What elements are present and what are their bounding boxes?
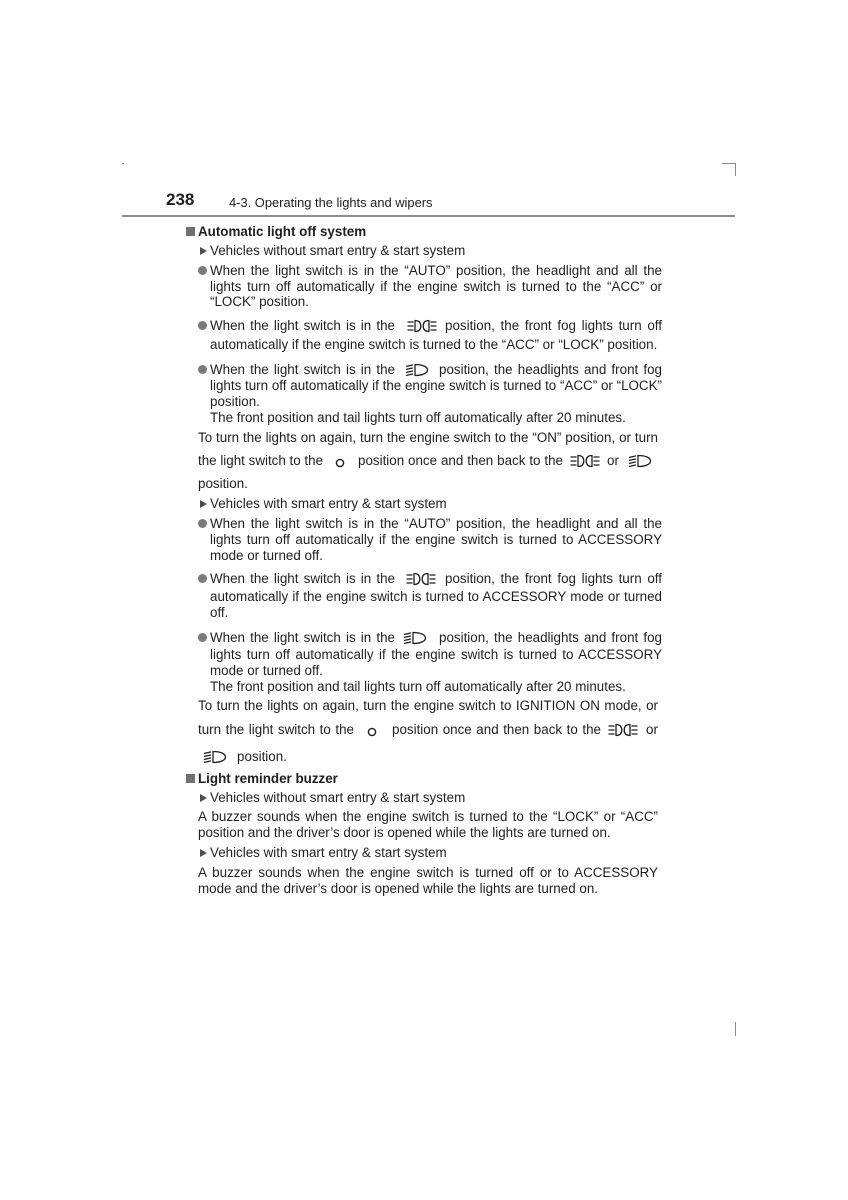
headlight-icon xyxy=(403,631,427,645)
bullet-marker xyxy=(198,321,207,330)
bullet-item-note: The front position and tail lights turn off automatically after 20 minutes. xyxy=(210,679,626,694)
bullet-item-line: lights turn off automatically if the engine switch is turned to ACCESSORY xyxy=(210,532,662,547)
headlight-icon xyxy=(405,363,429,377)
page-number: 238 xyxy=(166,190,195,209)
bullet-marker xyxy=(198,266,207,275)
paragraph-line: position and the driver’s door is opened while the lights are turned on. xyxy=(198,825,611,840)
paragraph-line: To turn the lights on again, turn the engine switch to IGNITION ON mode, or xyxy=(198,698,658,713)
paragraph-line: A buzzer sounds when the engine switch is turned off or to ACCESSORY xyxy=(198,865,658,880)
tail-light-icon xyxy=(570,454,600,468)
bullet-item-line: When the light switch is in the “AUTO” position, the headlight and all the xyxy=(210,263,662,278)
bullet-item-line: automatically if the engine switch is turned to ACCESSORY mode or turned xyxy=(210,589,662,604)
bullet-item-line: off. xyxy=(210,605,229,620)
condition-label: Vehicles without smart entry & start system xyxy=(210,790,466,805)
condition-triangle-marker xyxy=(200,794,207,802)
bullet-item-line: lights turn off automatically if the engine switch is turned to ACCESSORY xyxy=(210,647,662,662)
headlight-icon xyxy=(203,750,227,764)
tail-light-icon xyxy=(406,572,436,586)
condition-label: Vehicles with smart entry & start system xyxy=(210,845,447,860)
tail-light-icon xyxy=(608,723,638,737)
crop-mark-top-left xyxy=(122,163,124,164)
paragraph-segment: position once and then back to the xyxy=(392,722,601,737)
paragraph-line: position. xyxy=(198,476,248,491)
crop-mark-bottom-right xyxy=(735,1022,736,1036)
condition-triangle-marker xyxy=(200,500,207,508)
crop-mark-top-right-vertical xyxy=(735,163,736,176)
bullet-item-tail: position, the headlights and front fog xyxy=(439,630,662,645)
bullet-item-line: When the light switch is in the “AUTO” position, the headlight and all the xyxy=(210,516,662,531)
paragraph-segment: or xyxy=(646,722,658,737)
section-heading: Automatic light off system xyxy=(198,224,367,239)
bullet-item-note: The front position and tail lights turn off automatically after 20 minutes. xyxy=(210,410,626,425)
paragraph-segment: position. xyxy=(237,749,287,764)
tail-light-icon xyxy=(407,319,437,333)
off-position-icon xyxy=(335,458,345,468)
bullet-item-line: lights turn off automatically if the engine switch is turned to the “ACC” or xyxy=(210,279,662,294)
bullet-item-lead: When the light switch is in the xyxy=(210,630,395,645)
paragraph-line: A buzzer sounds when the engine switch is turned to the “LOCK” or “ACC” xyxy=(198,809,658,824)
heading-square-marker xyxy=(186,227,195,236)
bullet-item-tail: position, the front fog lights turn off xyxy=(445,318,662,333)
paragraph-line: mode and the driver’s door is opened while the lights are turned on. xyxy=(198,881,598,896)
bullet-item-tail: position, the headlights and front fog xyxy=(439,362,662,377)
condition-label: Vehicles with smart entry & start system xyxy=(210,496,447,511)
bullet-item-lead: When the light switch is in the xyxy=(210,318,395,333)
bullet-item-tail: position, the front fog lights turn off xyxy=(445,571,662,586)
paragraph-segment: or xyxy=(607,453,619,468)
section-heading: Light reminder buzzer xyxy=(198,771,338,786)
off-position-icon xyxy=(367,727,377,737)
section-title: 4-3. Operating the lights and wipers xyxy=(229,195,433,210)
paragraph-segment: the light switch to the xyxy=(198,453,324,468)
paragraph-segment: turn the light switch to the xyxy=(198,722,354,737)
bullet-item-line: mode or turned off. xyxy=(210,663,323,678)
bullet-marker xyxy=(198,633,207,642)
condition-triangle-marker xyxy=(200,849,207,857)
paragraph-segment: position once and then back to the xyxy=(358,453,563,468)
bullet-item-lead: When the light switch is in the xyxy=(210,571,395,586)
bullet-marker xyxy=(198,519,207,528)
headlight-icon xyxy=(628,454,652,468)
header-rule xyxy=(122,215,735,217)
bullet-item-line: mode or turned off. xyxy=(210,548,323,563)
bullet-marker xyxy=(198,574,207,583)
condition-label: Vehicles without smart entry & start system xyxy=(210,243,466,258)
bullet-item-lead: When the light switch is in the xyxy=(210,362,395,377)
bullet-item-line: position. xyxy=(210,394,260,409)
paragraph-line: To turn the lights on again, turn the engine switch to the “ON” position, or turn xyxy=(198,430,658,445)
condition-triangle-marker xyxy=(200,247,207,255)
crop-mark-top-right-horizontal xyxy=(722,163,735,164)
heading-square-marker xyxy=(186,774,195,783)
bullet-item-line: “LOCK” position. xyxy=(210,294,309,309)
bullet-item-line: lights turn off automatically if the engine switch is turned to “ACC” or “LOCK” xyxy=(210,378,662,393)
bullet-item-line: automatically if the engine switch is turned to the “ACC” or “LOCK” position. xyxy=(210,337,658,352)
bullet-marker xyxy=(198,365,207,374)
